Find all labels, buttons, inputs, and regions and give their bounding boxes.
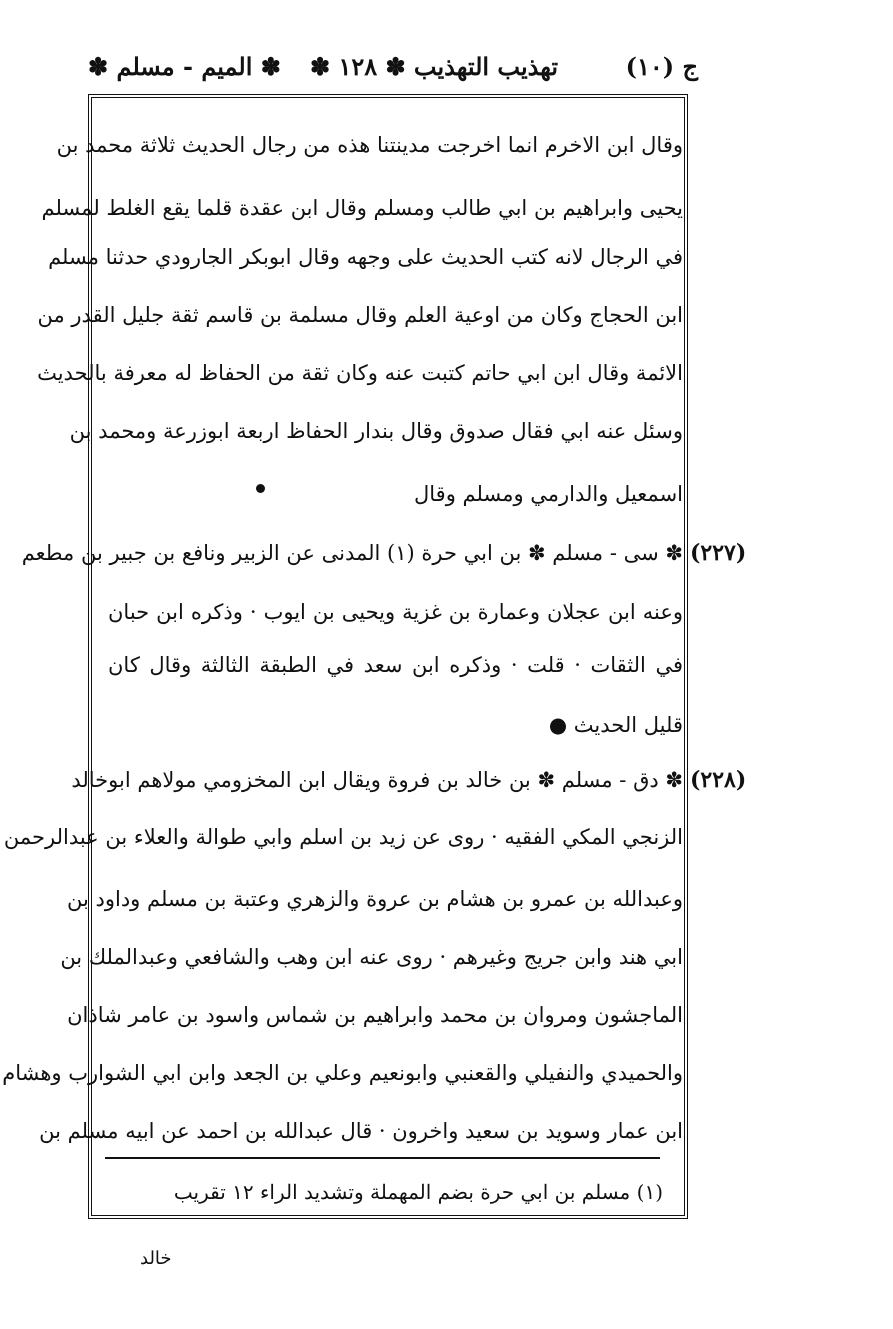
text-line: يحيى وابراهيم بن ابي طالب ومسلم وقال ابن عقدة قلما يقع الغلط لمسلم <box>41 196 683 220</box>
text-line: الائمة وقال ابن ابي حاتم كتبت عنه وكان ثقة من الحفاظ له معرفة بالحديث <box>37 361 683 385</box>
book-title: تهذيب التهذيب ✽ ١٢٨ ✽ <box>309 52 558 81</box>
text-line: في الرجال لانه كتب الحديث على وجهه وقال ابوبكر الجارودي حدثنا مسلم <box>48 245 683 269</box>
entry-number-227: (٢٢٧) <box>690 540 747 566</box>
text-line: الماجشون ومروان بن محمد وابراهيم بن شماس واسود بن عامر شاذان <box>67 1003 683 1027</box>
entry-227-line: ✽ سى - مسلم ✽ بن ابي حرة (١) المدنى عن الزبير ونافع بن جبير بن مطعم <box>21 541 683 565</box>
page-header <box>88 44 698 88</box>
section-heading: ✽ الميم - مسلم ✽ <box>88 52 281 81</box>
text-line: ابي هند وابن جريج وغيرهم · روى عنه ابن وهب والشافعي وعبدالملك بن <box>60 945 683 969</box>
text-line: الزنجي المكي الفقيه · روى عن زيد بن اسلم وابي طوالة والعلاء بن عبدالرحمن <box>3 825 683 849</box>
text-line: وعبدالله بن عمرو بن هشام بن عروة والزهري وعتبة بن مسلم وداود بن <box>67 887 683 911</box>
text-line: وسئل عنه ابي فقال صدوق وقال بندار الحفاظ اربعة ابوزرعة ومحمد بن <box>69 419 683 443</box>
text-line: والحميدي والنفيلي والقعنبي وابونعيم وعلي بن الجعد وابن ابي الشوارب وهشام <box>2 1061 683 1085</box>
text-line: في الثقات · قلت · وذكره ابن سعد في الطبقة الثالثة وقال كان <box>108 653 683 677</box>
text-line: ابن الحجاج وكان من اوعية العلم وقال مسلمة بن قاسم ثقة جليل القدر من <box>37 303 683 327</box>
text-line: وعنه ابن عجلان وعمارة بن غزية ويحيى بن ايوب · وذكره ابن حبان <box>108 600 683 624</box>
footnote: (١) مسلم بن ابي حرة بضم المهملة وتشديد الراء ١٢ تقريب <box>173 1180 663 1204</box>
footnote-divider <box>105 1157 660 1159</box>
text-line: ابن عمار وسويد بن سعيد واخرون · قال عبدالله بن احمد عن ابيه مسلم بن <box>39 1119 683 1143</box>
entry-228-line: ✽ دق - مسلم ✽ بن خالد بن فروة ويقال ابن المخزومي مولاهم ابوخالد <box>71 768 683 792</box>
volume-number: ج (١٠) <box>625 52 698 81</box>
text-line: اسمعيل والدارمي ومسلم وقال <box>414 482 683 506</box>
text-line: وقال ابن الاخرم انما اخرجت مدينتنا هذه من رجال الحديث ثلاثة محمد بن <box>56 133 683 157</box>
entry-number-228: (٢٢٨) <box>690 767 747 793</box>
end-marker-dot <box>256 484 265 493</box>
text-line: قليل الحديث ● <box>548 713 683 737</box>
catchword: خالد <box>140 1248 172 1269</box>
